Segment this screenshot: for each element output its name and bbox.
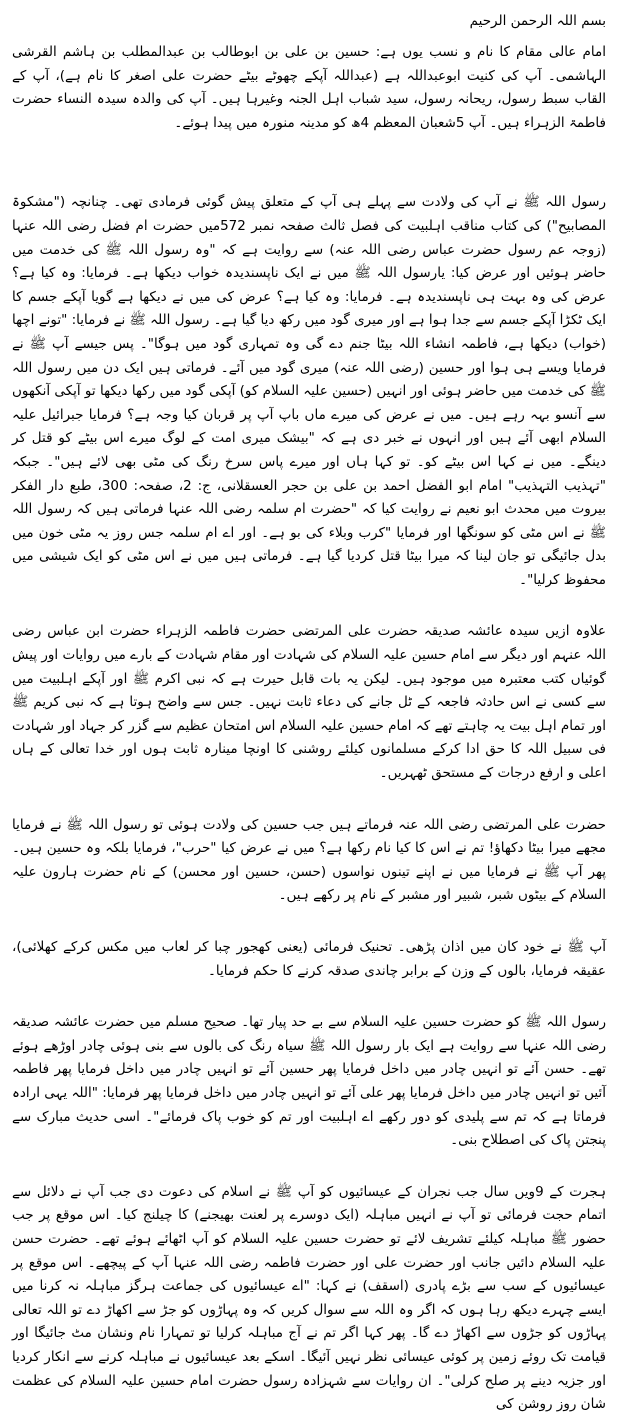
paragraph-mubahala: ہجرت کے 9ویں سال جب نجران کے عیسائیوں کو آپ ﷺ نے اسلام کی دعوت دی جب آپ نے دلائل سے اتمام حجت فرمائی تو آپ نے انہیں مباہلہ (ایک دوسرے پر لعنت بھیجنے) کا چیلنج کیا۔ اس موقع پر جب حضور ﷺ مباہلہ کیلئے تشریف لائے تو حضرت حسین علیہ السلام کو آپ اٹھائے ہوئے تھے۔ حضرت حسن علیہ السلام دائیں جانب اور حضرت علی اور حضرت فاطمہ رضی اللہ عنہا آپ کے پیچھے۔ اس موقع پر عیسائیوں کے سب سے بڑے پادری (اسقف) نے کہا: "اے عیسائیوں کی جماعت ہرگز مباہلہ نہ کرنا میں ایسے چہرے دیکھ رہا ہوں کہ اگر وہ اللہ سے سوال کریں کہ وہ پہاڑوں کو جڑ سے اکھاڑ دے تو اللہ تعالی پہاڑوں کو جڑوں سے اکھاڑ دے گا۔ پھر کہا اگر تم نے آج مباہلہ کرلیا تو تمہارا نام ونشان مٹ جائیگا اور قیامت تک روئے زمین پر کوئی عیسائی نظر نہیں آئیگا۔ اسکے بعد عیسائیوں نے مباہلہ کرنے سے انکار کردیا اور جزیہ دینے پر صلح کرلی"۔ ان روایات سے شہزادہ رسول حضرت امام حسین علیہ السلام کی عظمت شان روز روشن کی xyxy=(12,1183,606,1413)
paragraph-lineage: امام عالی مقام کا نام و نسب یوں ہے: حسین بن علی بن ابوطالب بن عبدالمطلب بن ہاشم القرشی الہاشمی۔ آپ کی کنیت ابوعبداللہ ہے (عبداللہ آپکے چھوٹے بیٹے حضرت علی اصغر کا نام ہے)، آپ کے القاب سبط رسول، ریحانہ رسول، سید شباب اہل الجنہ وغیرہا ہیں۔ آپ کی والدہ سیدہ النساء حضرت فاطمۃ الزہراء ہیں۔ آپ 5شعبان المعظم 4ھ کو مدینہ منورہ میں پیدا ہوئے۔ xyxy=(12,44,606,131)
paragraph-prophecy: رسول اللہ ﷺ نے آپ کی ولادت سے پہلے ہی آپ کے متعلق پیش گوئی فرمادی تھی۔ چنانچہ ("مشکوۃ المصابیح") کی کتاب مناقب اہلبیت کی فصل ثالث صفحہ نمبر 572میں حضرت ام فضل رضی اللہ عنہا (زوجہ عم رسول حضرت عباس رضی اللہ عنہ) سے روایت ہے کہ "وہ رسول اللہ ﷺ کی خدمت میں حاضر ہوئیں اور عرض کیا: یارسول اللہ ﷺ میں نے ایک ناپسندیدہ خواب دیکھا ہے۔ فرمایا: وہ کیا ہے؟ عرض کی وہ بہت ہی ناپسندیدہ ہے۔ فرمایا: وہ کیا ہے؟ عرض کی میں نے دیکھا ہے گویا آپکے جسم کا ایک ٹکڑا آپکے جسم سے جدا ہوا ہے اور میری گود میں رکھ دیا گیا ہے۔ رسول اللہ ﷺ نے فرمایا: "تونے اچھا (خواب) دیکھا ہے، فاطمہ انشاء اللہ بیٹا جنم دے گی وہ تمہاری گود میں ہوگا"۔ پس جیسے آپ ﷺ نے فرمایا ویسے ہی ہوا اور حسین (رضی اللہ عنہ) میری گود میں آئے۔ فرماتی ہیں ایک دن میں رسول اللہ ﷺ کی خدمت میں حاضر ہوئی اور انہیں (حسین علیہ السلام کو) آپکی گود میں رکھا دیکھا تو آپکی آنکھوں سے آنسو بہہ رہے ہیں۔ میں نے عرض کی میرے ماں باپ آپ پر قربان کیا وجہ ہے؟ فرمایا جبرائیل علیہ السلام ابھی آئے ہیں اور انہوں نے خبر دی ہے کہ "بیشک میری امت کے لوگ میرے اس بیٹے کو قتل کر دینگے۔ میں نے کہا اس بیٹے کو۔ تو کہا ہاں اور میرے پاس سرخ رنگ کی مٹی بھی لائے ہیں"۔ جبکہ "تہذیب التہذیب" امام ابو الفضل احمد بن علی بن حجر العسقلانی، ج: 2، صفحہ: 300، طبع دار الفکر بیروت میں محدث ابو نعیم نے روایت کیا کہ "حضرت ام سلمہ رضی اللہ عنہا فرماتی ہیں کہ رسول اللہ ﷺ نے اس مٹی کو سونگھا اور فرمایا "کرب وبلاء کی بو ہے۔ اور اے ام سلمہ جس روز یہ مٹی خون میں بدل جائیگی تو جان لینا کہ میرا بیٹا قتل کردیا گیا ہے۔ فرماتی ہیں میں نے اس مٹی کو ایک شیشی میں محفوظ کرلیا"۔ xyxy=(12,194,606,588)
bismillah-heading: بسم اللہ الرحمن الرحیم xyxy=(469,13,606,29)
paragraph-martyrdom-narrations: علاوہ ازیں سیدہ عائشہ صدیقہ حضرت علی المرتضی حضرت فاطمہ الزہراء حضرت ابن عباس رضی اللہ عنہم اور دیگر سے امام حسین علیہ السلام کی شہادت اور مقام شہادت کے بارے میں روایات اور پیش گوئیاں کتب معتبرہ میں موجود ہیں۔ لیکن یہ بات قابل حیرت ہے کہ نبی اکرم ﷺ اور آپکے اہلبیت میں سے کسی نے اس حادثہ فاجعہ کے ٹل جانے کی دعاء ثابت نہیں۔ جس سے واضح ہوتا ہے کہ نبی کریم ﷺ اور تمام اہل بیت یہ چاہتے تھے کہ امام حسین علیہ السلام اس امتحان عظیم سے گزر کر جہاد اور شہادت فی سبیل اللہ کا حق ادا کرکے مسلمانوں کیلئے روشنی کا اونچا مینارہ ثابت ہوں اور خدا تعالی کے ہاں اعلی و ارفع درجات کے مستحق ٹھہریں۔ xyxy=(12,623,606,782)
paragraph-cloak: رسول اللہ ﷺ کو حضرت حسین علیہ السلام سے بے حد پیار تھا۔ صحیح مسلم میں حضرت عائشہ صدیقہ رضی اللہ عنہا سے روایت ہے ایک بار رسول اللہ ﷺ سیاہ رنگ کی بالوں سے بنی ہوئی چادر اوڑھے ہوئے تھے۔ حسن آئے تو انہیں چادر میں داخل فرمایا پھر حسین آئے تو انہیں چادر میں داخل فرمایا پھر فاطمہ آئیں تو انہیں چادر میں داخل فرمایا پھر علی آئے تو انہیں چادر میں داخل فرمایا پھر فرمایا: "اللہ یہی ارادہ فرماتا ہے کہ تم سے پلیدی کو دور رکھے اے اہلبیت اور تم کو خوب پاک فرمائے"۔ اسی حدیث مبارک سے پنجتن پاک کی اصطلاح بنی۔ xyxy=(12,1014,606,1149)
paragraph-adhan: آپ ﷺ نے خود کان میں اذان پڑھی۔ تحنیک فرمائی (یعنی کھجور چبا کر لعاب میں مکس کرکے کھلائی)، عقیقہ فرمایا، بالوں کے وزن کے برابر چاندی صدقہ کرنے کا حکم فرمایا۔ xyxy=(12,939,606,979)
paragraph-naming: حضرت علی المرتضی رضی اللہ عنہ فرماتے ہیں جب حسین کی ولادت ہوئی تو رسول اللہ ﷺ نے فرمایا مجھے میرا بیٹا دکھاؤ! تم نے اس کا کیا نام رکھا ہے؟ میں نے عرض کیا "حرب"، فرمایا بلکہ وہ حسین ہیں۔ پھر آپ ﷺ نے فرمایا میں نے اپنے تینوں نواسوں (حسن، حسین اور محسن) کے نام حضرت ہارون علیہ السلام کے بیٹوں شبر، شبیر اور مشبر کے نام پر رکھے ہیں۔ xyxy=(12,816,606,904)
